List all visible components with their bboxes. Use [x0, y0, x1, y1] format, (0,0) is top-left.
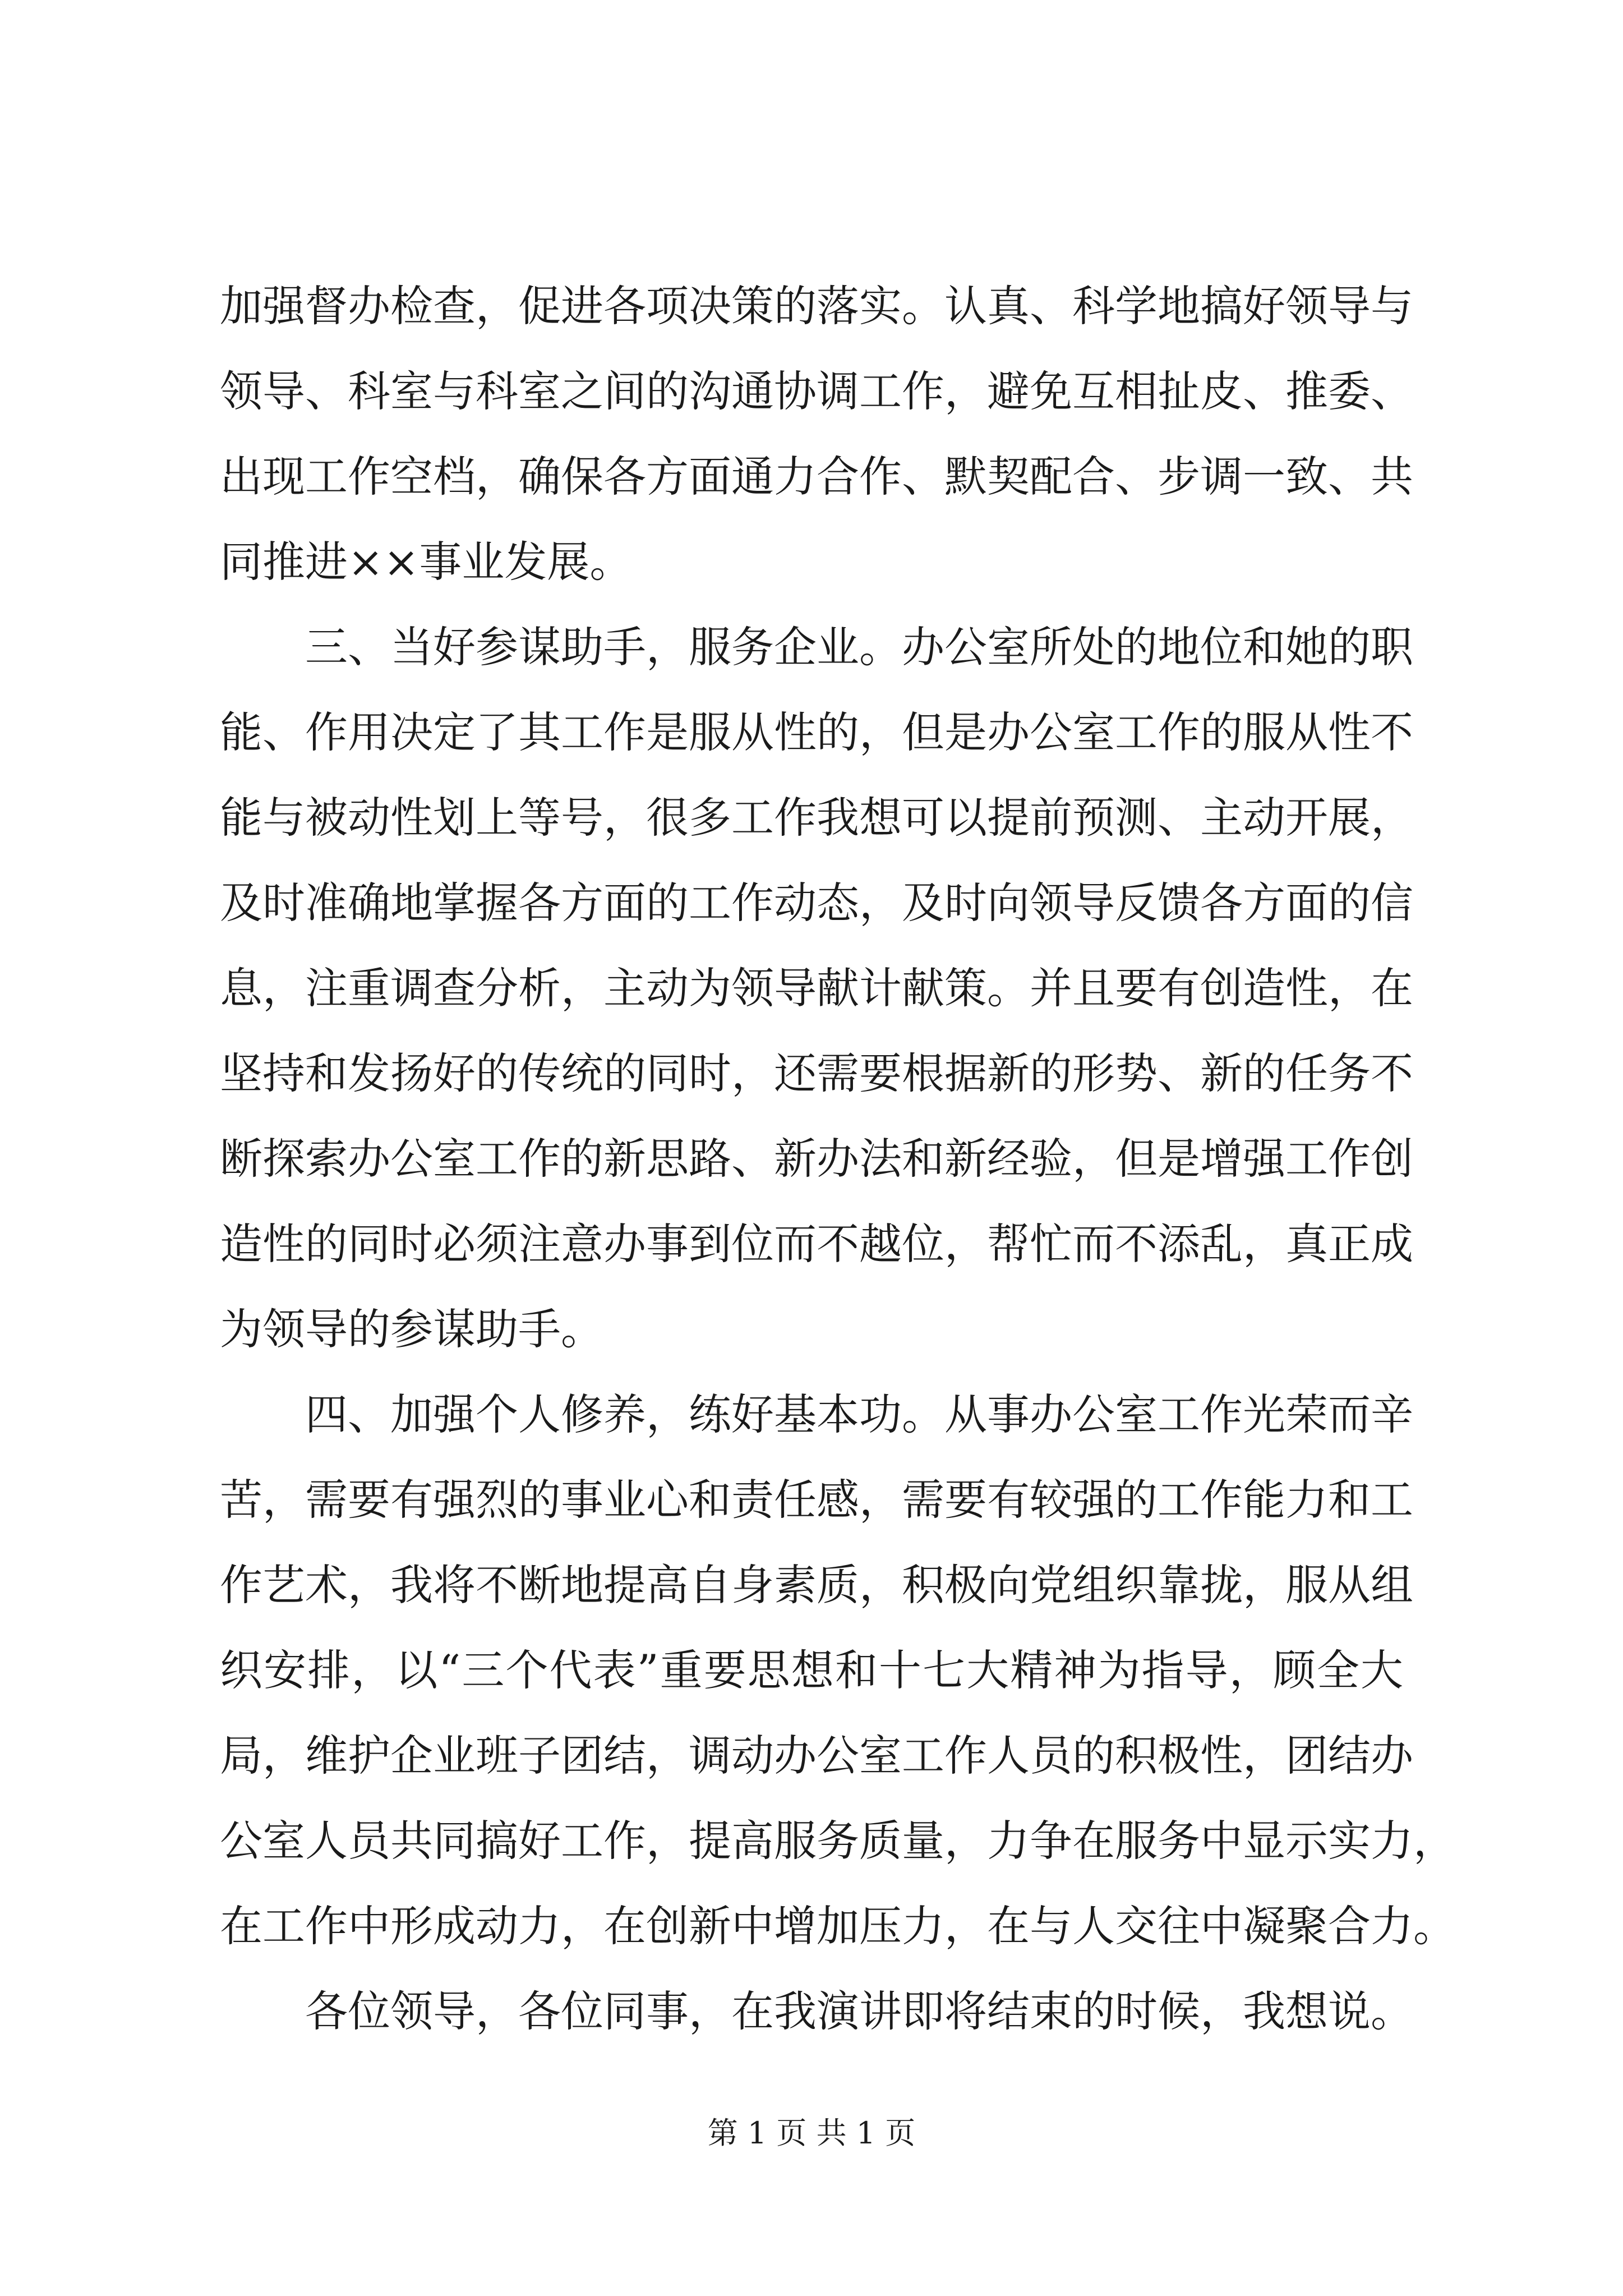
body-line: 为领导的参谋助手。: [220, 1304, 603, 1354]
body-line: 局，维护企业班子团结，调动办公室工作人员的积极性，团结办: [220, 1731, 1413, 1780]
paragraph-first-line: 三、当好参谋助手，服务企业。办公室所处的地位和她的职: [305, 622, 1413, 672]
body-line: 织安排，以“三个代表”重要思想和十七大精神为指导，顾全大: [220, 1645, 1403, 1695]
body-line: 出现工作空档，确保各方面通力合作、默契配合、步调一致、共: [220, 452, 1413, 501]
body-line: 加强督办检查，促进各项决策的落实。认真、科学地搞好领导与: [220, 281, 1413, 331]
page-footer: [0, 2109, 1623, 2152]
body-line: 同推进××事业发展。: [220, 537, 633, 587]
paragraph-first-line: 四、加强个人修养，练好基本功。从事办公室工作光荣而辛: [305, 1389, 1413, 1439]
body-line: 坚持和发扬好的传统的同时，还需要根据新的形势、新的任务不: [220, 1048, 1413, 1098]
paragraph-first-line: 各位领导，各位同事，在我演讲即将结束的时候，我想说。: [305, 1986, 1413, 2036]
body-line: 断探索办公室工作的新思路、新办法和新经验，但是增强工作创: [220, 1134, 1413, 1184]
body-line: 苦，需要有强烈的事业心和责任感，需要有较强的工作能力和工: [220, 1475, 1413, 1525]
body-line: 息，注重调查分析，主动为领导献计献策。并且要有创造性，在: [220, 963, 1413, 1013]
body-line: 在工作中形成动力，在创新中增加压力，在与人交往中凝聚合力。: [220, 1901, 1456, 1951]
body-line: 公室人员共同搞好工作，提高服务质量，力争在服务中显示实力，: [220, 1816, 1456, 1866]
body-line: 及时准确地掌握各方面的工作动态，及时向领导反馈各方面的信: [220, 878, 1413, 928]
body-line: 能与被动性划上等号，很多工作我想可以提前预测、主动开展，: [220, 793, 1413, 843]
body-line: 作艺术，我将不断地提高自身素质，积极向党组织靠拢，服从组: [220, 1560, 1413, 1610]
page-number-label: 第 1 页 共 1 页: [707, 2115, 916, 2151]
document-body: [220, 264, 1456, 2054]
body-line: 能、作用决定了其工作是服从性的，但是办公室工作的服从性不: [220, 707, 1413, 757]
body-line: 领导、科室与科室之间的沟通协调工作，避免互相扯皮、推委、: [220, 366, 1413, 416]
body-line: 造性的同时必须注意办事到位而不越位，帮忙而不添乱，真正成: [220, 1219, 1413, 1269]
